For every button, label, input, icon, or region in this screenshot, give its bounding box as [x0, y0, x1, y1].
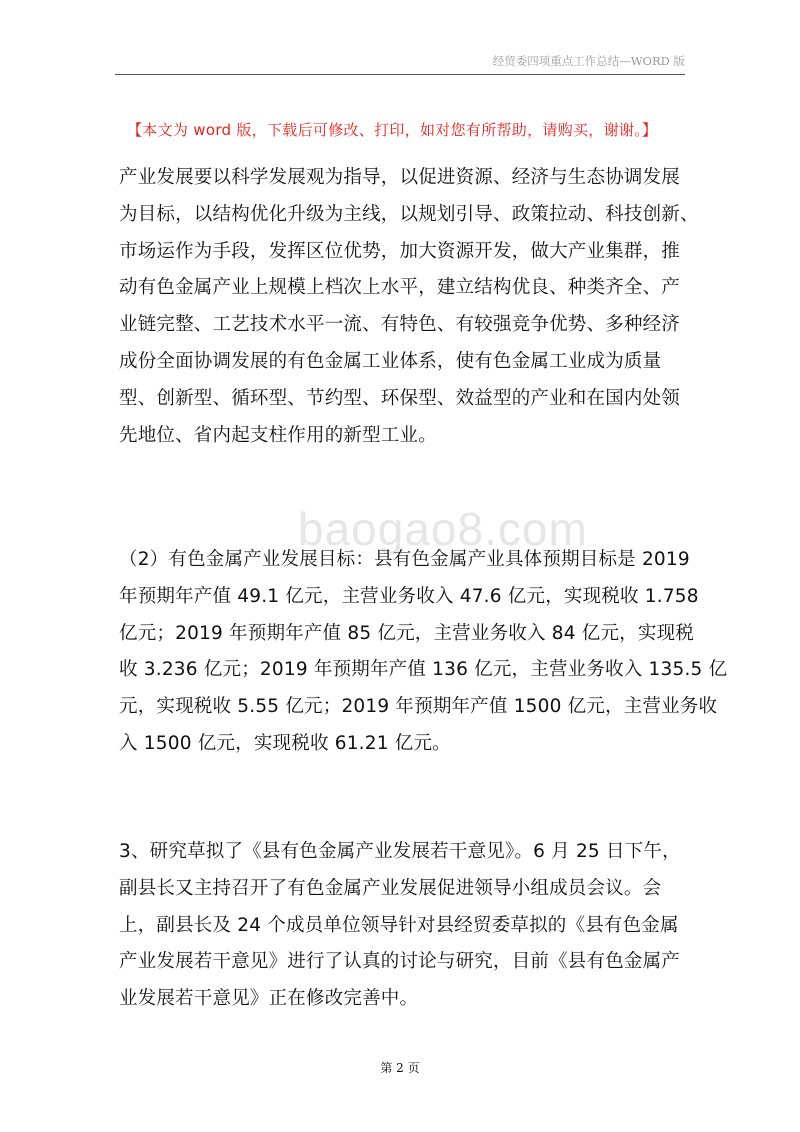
paragraph-line: 年预期年产值 49.1 亿元，主营业务收入 47.6 亿元，实现税收 1.758	[119, 585, 699, 607]
paragraph-line: 型、创新型、循环型、节约型、环保型、效益型的产业和在国内处领	[119, 387, 681, 409]
paragraph-line: 元，实现税收 5.55 亿元；2019 年预期年产值 1500 亿元，主营业务收	[119, 696, 718, 718]
paragraph-line: 为目标，以结构优化升级为主线，以规划引导、政策拉动、科技创新、	[119, 203, 699, 225]
paragraph-line: 入 1500 亿元，实现税收 61.21 亿元。	[119, 732, 451, 754]
purchase-notice: 【本文为 word 版，下载后可修改、打印，如对您有所帮助，请购买，谢谢。】	[127, 121, 658, 139]
paragraph-line: 产业发展要以科学发展观为指导，以促进资源、经济与生态协调发展	[119, 167, 681, 188]
paragraph-line: 先地位、省内起支柱作用的新型工业。	[119, 424, 437, 446]
paragraph-draft-opinions	[119, 834, 685, 1018]
header-divider	[115, 74, 685, 75]
paragraph-line: 成份全面协调发展的有色金属工业体系，使有色金属工业成为质量	[119, 350, 662, 372]
paragraph-line: （2）有色金属产业发展目标：县有色金属产业具体预期目标是 2019	[119, 549, 690, 570]
paragraph-line: 亿元；2019 年预期年产值 85 亿元，主营业务收入 84 亿元，实现税	[119, 622, 694, 644]
paragraph-industry-development	[119, 160, 699, 454]
paragraph-line: 业发展若干意见》正在修改完善中。	[119, 988, 419, 1010]
paragraph-line: 业链完整、工艺技术水平一流、有特色、有较强竞争优势、多种经济	[119, 314, 681, 336]
page-number: 第 2 页	[380, 1061, 420, 1075]
watermark: baogao8.com	[298, 503, 588, 555]
paragraph-development-targets	[119, 542, 728, 763]
paragraph-line: 市场运作为手段，发挥区位优势，加大资源开发，做大产业集群，推	[119, 240, 681, 262]
paragraph-line: 产业发展若干意见》进行了认真的讨论与研究，目前《县有色金属产	[119, 951, 681, 973]
paragraph-line: 副县长又主持召开了有色金属产业发展促进领导小组成员会议。会	[119, 877, 662, 899]
paragraph-line: 上，副县长及 24 个成员单位领导针对县经贸委草拟的《县有色金属	[119, 914, 679, 936]
paragraph-line: 收 3.236 亿元；2019 年预期年产值 136 亿元，主营业务收入 135.5 亿	[119, 659, 728, 681]
paragraph-line: 动有色金属产业上规模上档次上水平，建立结构优良、种类齐全、产	[119, 277, 681, 299]
document-header-title: 经贸委四项重点工作总结—WORD 版	[492, 54, 685, 68]
paragraph-line: 3、研究草拟了《县有色金属产业发展若干意见》。6 月 25 日下午，	[119, 841, 681, 862]
